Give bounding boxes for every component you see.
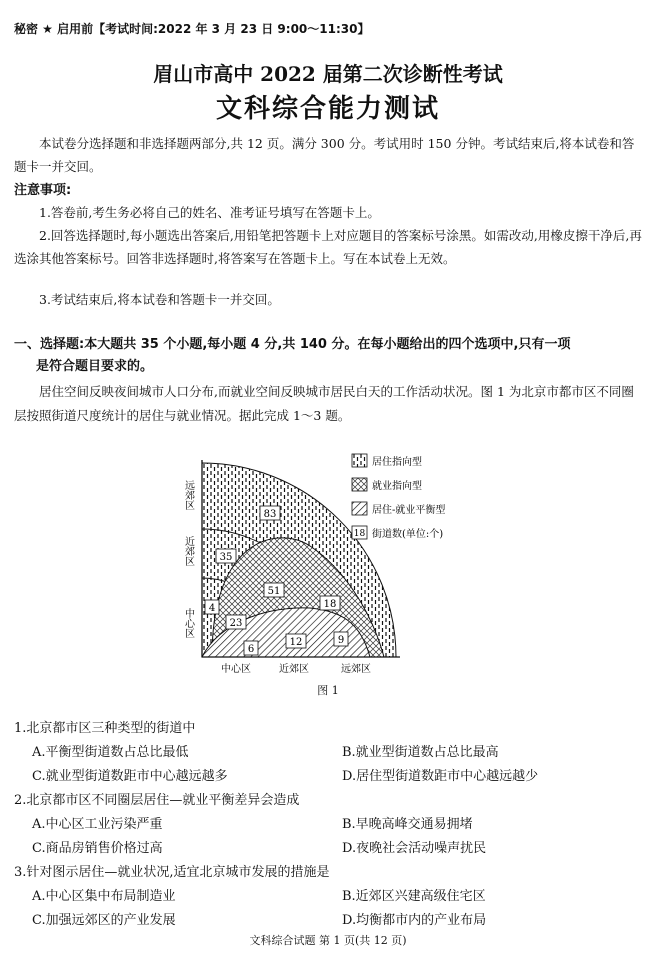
count-balanced-center bbox=[244, 641, 258, 655]
question-2-stem: 2.北京都市区不同圈层居住—就业平衡差异会造成 bbox=[14, 793, 300, 808]
question-3-option-c: C.加强远郊区的产业发展 bbox=[32, 913, 176, 928]
question-3-stem: 3.针对图示居住—就业状况,适宜北京城市发展的措施是 bbox=[14, 865, 330, 880]
y-label-outer: 远郊区 bbox=[182, 480, 194, 510]
y-label-center: 中心区 bbox=[182, 608, 194, 638]
notice-item-1: 1.答卷前,考生务必将自己的姓名、准考证号填写在答题卡上。 bbox=[39, 205, 380, 220]
svg-text:12: 12 bbox=[289, 637, 303, 648]
count-employment-near bbox=[264, 583, 284, 597]
figure-caption: 图 1 bbox=[317, 684, 339, 697]
notice-item-2: 2.回答选择题时,每小题选出答案后,用铅笔把答题卡上对应题目的答案标号涂黑。如需改动,用橡皮擦干净后,再选涂其他答案标号。回答非选择题时,将答案写在答题卡上。写在本试卷上无效。 bbox=[14, 228, 642, 266]
question-1-stem: 1.北京都市区三种类型的街道中 bbox=[14, 721, 196, 736]
count-residential-near bbox=[216, 549, 236, 563]
svg-text:18: 18 bbox=[323, 599, 337, 610]
svg-text:6: 6 bbox=[247, 644, 255, 655]
notice-title: 注意事项: bbox=[14, 183, 72, 198]
question-2-option-a: A.中心区工业污染严重 bbox=[32, 817, 163, 832]
x-label-center: 中心区 bbox=[221, 664, 251, 675]
question-2-option-b: B.早晚高峰交通易拥堵 bbox=[342, 817, 473, 832]
svg-text:4: 4 bbox=[208, 603, 216, 614]
question-1-option-a: A.平衡型街道数占总比最低 bbox=[32, 745, 189, 760]
count-residential-outer bbox=[260, 506, 280, 520]
svg-text:居住指向型: 居住指向型 bbox=[372, 457, 422, 468]
figure-1-diagram bbox=[160, 436, 490, 681]
svg-text:51: 51 bbox=[267, 586, 281, 597]
question-3-option-d: D.均衡都市内的产业布局 bbox=[342, 913, 487, 928]
material-paragraph: 居住空间反映夜间城市人口分布,而就业空间反映城市居民白天的工作活动状况。图 1 为北京市都市区不同圈层按照街道尺度统计的居住与就业情况。据此完成 1～3 题。 bbox=[14, 384, 634, 423]
count-balanced-near bbox=[286, 634, 306, 648]
page-footer: 文科综合试题 第 1 页(共 12 页) bbox=[249, 934, 407, 947]
question-3-option-a: A.中心区集中布局制造业 bbox=[32, 889, 176, 904]
count-employment-center bbox=[226, 615, 246, 629]
question-2-option-d: D.夜晚社会活动噪声扰民 bbox=[342, 841, 487, 856]
count-balanced-outer bbox=[334, 632, 348, 646]
question-1-option-c: C.就业型街道数距市中心越远越多 bbox=[32, 769, 228, 784]
svg-text:街道数(单位:个): 街道数(单位:个) bbox=[372, 529, 444, 540]
y-label-near: 近郊区 bbox=[182, 536, 194, 566]
count-employment-outer bbox=[320, 596, 340, 610]
x-label-near: 近郊区 bbox=[279, 664, 309, 675]
svg-text:18: 18 bbox=[353, 529, 366, 539]
exam-subject-title: 文科综合能力测试 bbox=[215, 94, 440, 124]
svg-text:居住-就业平衡型: 居住-就业平衡型 bbox=[372, 505, 446, 516]
x-label-outer: 远郊区 bbox=[341, 664, 371, 675]
svg-text:35: 35 bbox=[219, 552, 233, 563]
question-1-option-b: B.就业型街道数占总比最高 bbox=[342, 745, 499, 760]
svg-text:就业指向型: 就业指向型 bbox=[372, 481, 422, 492]
notice-item-3: 3.考试结束后,将本试卷和答题卡一并交回。 bbox=[39, 292, 280, 307]
svg-text:9: 9 bbox=[337, 635, 345, 646]
legend bbox=[352, 454, 445, 540]
question-2-option-c: C.商品房销售价格过高 bbox=[32, 841, 163, 856]
question-3-option-b: B.近郊区兴建高级住宅区 bbox=[342, 889, 486, 904]
count-residential-center bbox=[205, 600, 219, 614]
exam-title: 眉山市高中 2022 届第二次诊断性考试 bbox=[153, 62, 503, 86]
confidential-header: 秘密 ★ 启用前【考试时间:2022 年 3 月 23 日 9:00～11:30】 bbox=[14, 22, 370, 36]
section-heading bbox=[14, 334, 648, 378]
svg-text:23: 23 bbox=[229, 618, 243, 629]
section-heading-line1: 一、选择题:本大题共 35 个小题,每小题 4 分,共 140 分。在每小题给出的四个选项中,只有一项 bbox=[14, 337, 571, 352]
question-1-option-d: D.居住型街道数距市中心越远越少 bbox=[342, 769, 539, 784]
section-heading-line2: 是符合题目要求的。 bbox=[36, 359, 154, 374]
svg-text:83: 83 bbox=[263, 509, 277, 520]
intro-paragraph: 本试卷分选择题和非选择题两部分,共 12 页。满分 300 分。考试用时 150 分钟。考试结束后,将本试卷和答题卡一并交回。 bbox=[14, 136, 635, 174]
